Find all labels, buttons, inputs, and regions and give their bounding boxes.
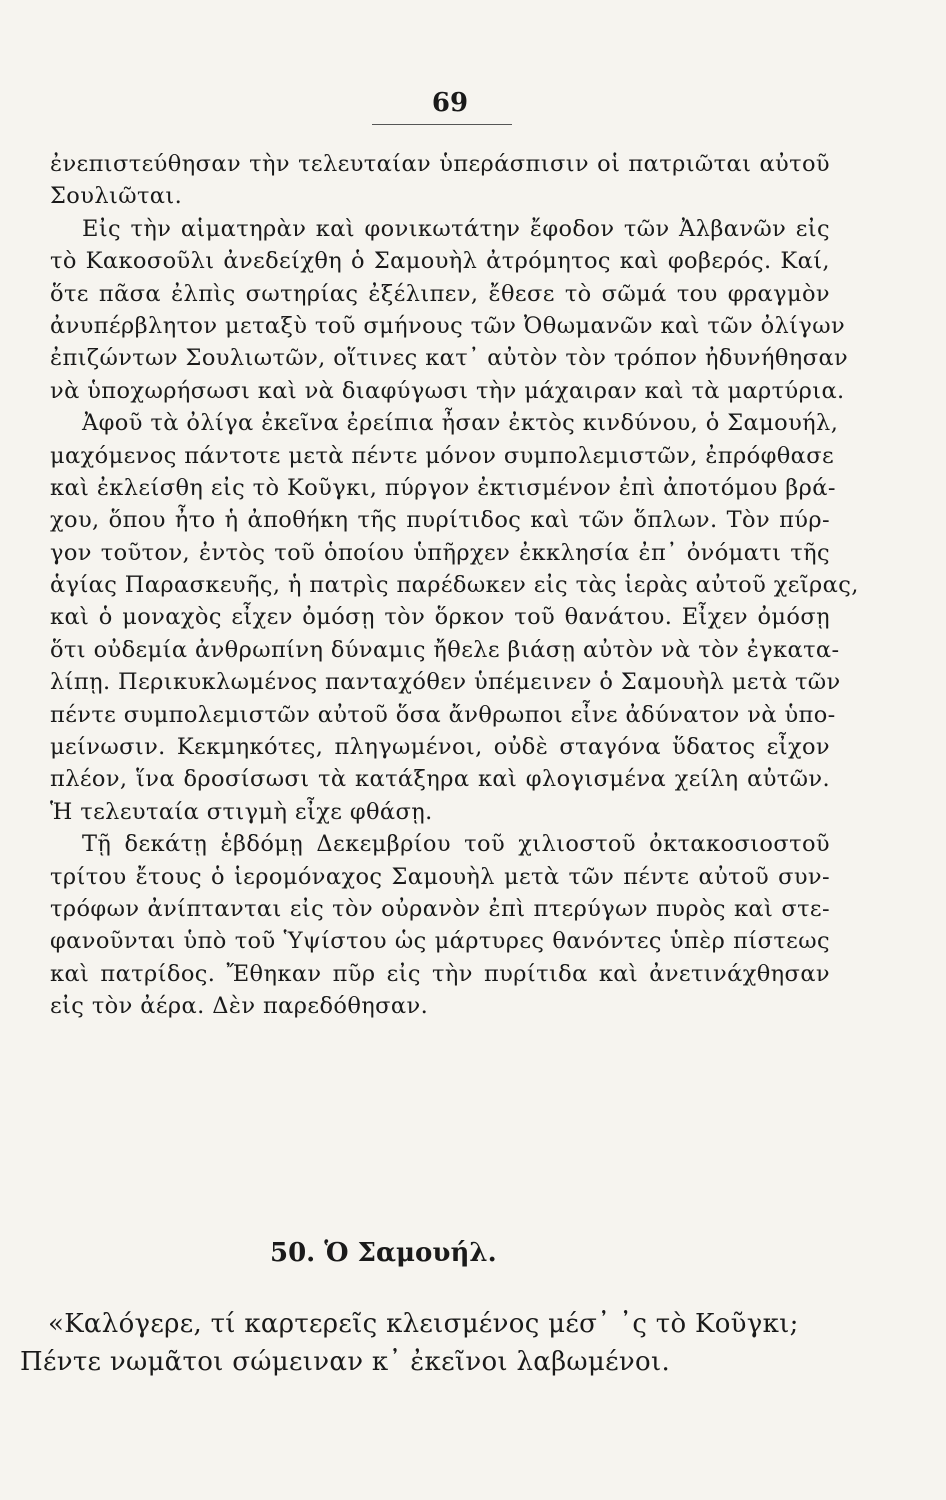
text-line: ἐνεπιστεύθησαν τὴν τελευταίαν ὑπεράσπισιν οἱ πατριῶται αὐτοῦ bbox=[50, 151, 830, 177]
text-line: ὅτε πᾶσα ἐλπὶς σωτηρίας ἐξέλιπεν, ἔθεσε τὸ σῶμά του φραγμὸν bbox=[50, 280, 830, 307]
text-line: πέντε συμπολεμιστῶν αὐτοῦ ὅσα ἄνθρωποι εἶνε ἀδύνατον νὰ ὑπο- bbox=[50, 701, 836, 728]
page-number-rule bbox=[372, 124, 512, 125]
section-heading: 50. Ὁ Σαμουήλ. bbox=[270, 1238, 497, 1268]
body-text bbox=[50, 148, 859, 1023]
text-line: γον τοῦτον, ἐντὸς τοῦ ὁποίου ὑπῆρχεν ἐκκλησία ἐπ᾽ ὀνόματι τῆς bbox=[50, 539, 830, 566]
text-line: τὸ Κακοσοῦλι ἀνεδείχθη ὁ Σαμουὴλ ἀτρόμητος καὶ φοβερός. Καί, bbox=[50, 248, 830, 275]
text-line: εἰς τὸν ἀέρα. Δὲν παρεδόθησαν. bbox=[50, 993, 429, 1020]
text-line: πλέον, ἵνα δροσίσωσι τὰ κατάξηρα καὶ φλογισμένα χείλη αὐτῶν. bbox=[50, 766, 830, 793]
text-line: Τῇ δεκάτῃ ἑβδόμῃ Δεκεμβρίου τοῦ χιλιοστοῦ ὀκτακοσιοστοῦ bbox=[82, 831, 830, 858]
text-line: μείνωσιν. Κεκμηκότες, πληγωμένοι, οὐδὲ σταγόνα ὕδατος εἶχον bbox=[50, 734, 830, 761]
text-line: Εἰς τὴν αἱματηρὰν καὶ φονικωτάτην ἔφοδον τῶν Ἀλβανῶν εἰς bbox=[82, 215, 830, 242]
text-line: καὶ ἐκλείσθη εἰς τὸ Κοῦγκι, πύργον ἐκτισμένον ἐπὶ ἀποτόμου βρά- bbox=[50, 474, 836, 501]
poem-line: Πέντε νωμᾶτοι σώμειναν κ᾽ ἐκεῖνοι λαβωμένοι. bbox=[20, 1347, 671, 1377]
poem-excerpt bbox=[20, 1305, 808, 1381]
text-line: μαχόμενος πάντοτε μετὰ πέντε μόνον συμπολεμιστῶν, ἐπρόφθασε bbox=[50, 442, 835, 469]
text-line: τρίτου ἔτους ὁ ἱερομόναχος Σαμουὴλ μετὰ τῶν πέντε αὐτοῦ συν- bbox=[50, 863, 830, 890]
page-number: 69 bbox=[431, 88, 469, 118]
text-line: Ἀφοῦ τὰ ὀλίγα ἐκεῖνα ἐρείπια ἦσαν ἐκτὸς κινδύνου, ὁ Σαμουήλ, bbox=[82, 410, 839, 437]
poem-line: «Καλόγερε, τί καρτερεῖς κλεισμένος μέσ᾽ ᾽ς τὸ Κοῦγκι; bbox=[48, 1309, 799, 1339]
text-line: ἁγίας Παρασκευῆς, ἡ πατρὶς παρέδωκεν εἰς τὰς ἱερὰς αὐτοῦ χεῖρας, bbox=[50, 572, 859, 599]
text-line: λίπῃ. Περικυκλωμένος πανταχόθεν ὑπέμεινεν ὁ Σαμουὴλ μετὰ τῶν bbox=[50, 669, 841, 696]
text-line: ἐπιζώντων Σουλιωτῶν, οἵτινες κατ᾽ αὐτὸν τὸν τρόπον ἠδυνήθησαν bbox=[50, 345, 849, 372]
text-line: καὶ πατρίδος. Ἔθηκαν πῦρ εἰς τὴν πυρίτιδα καὶ ἀνετινάχθησαν bbox=[50, 960, 830, 987]
text-line: νὰ ὑποχωρήσωσι καὶ νὰ διαφύγωσι τὴν μάχαιραν καὶ τὰ μαρτύρια. bbox=[50, 377, 845, 404]
text-line: φανοῦνται ὑπὸ τοῦ Ὑψίστου ὡς μάρτυρες θανόντες ὑπὲρ πίστεως bbox=[50, 928, 830, 955]
text-line: Ἡ τελευταία στιγμὴ εἶχε φθάσῃ. bbox=[50, 798, 433, 825]
text-line: Σουλιῶται. bbox=[50, 183, 183, 210]
text-line: τρόφων ἀνίπτανται εἰς τὸν οὐρανὸν ἐπὶ πτερύγων πυρὸς καὶ στε- bbox=[50, 895, 830, 922]
text-line: καὶ ὁ μοναχὸς εἶχεν ὀμόσῃ τὸν ὅρκον τοῦ θανάτου. Εἶχεν ὀμόσῃ bbox=[50, 604, 830, 631]
text-line: χου, ὅπου ἦτο ἡ ἀποθήκη τῆς πυρίτιδος καὶ τῶν ὅπλων. Τὸν πύρ- bbox=[50, 507, 830, 534]
text-line: ὅτι οὐδεμία ἀνθρωπίνη δύναμις ἤθελε βιάσῃ αὐτὸν νὰ τὸν ἐγκατα- bbox=[50, 636, 840, 663]
text-line: ἀνυπέρβλητον μεταξὺ τοῦ σμήνους τῶν Ὀθωμανῶν καὶ τῶν ὀλίγων bbox=[50, 312, 846, 339]
